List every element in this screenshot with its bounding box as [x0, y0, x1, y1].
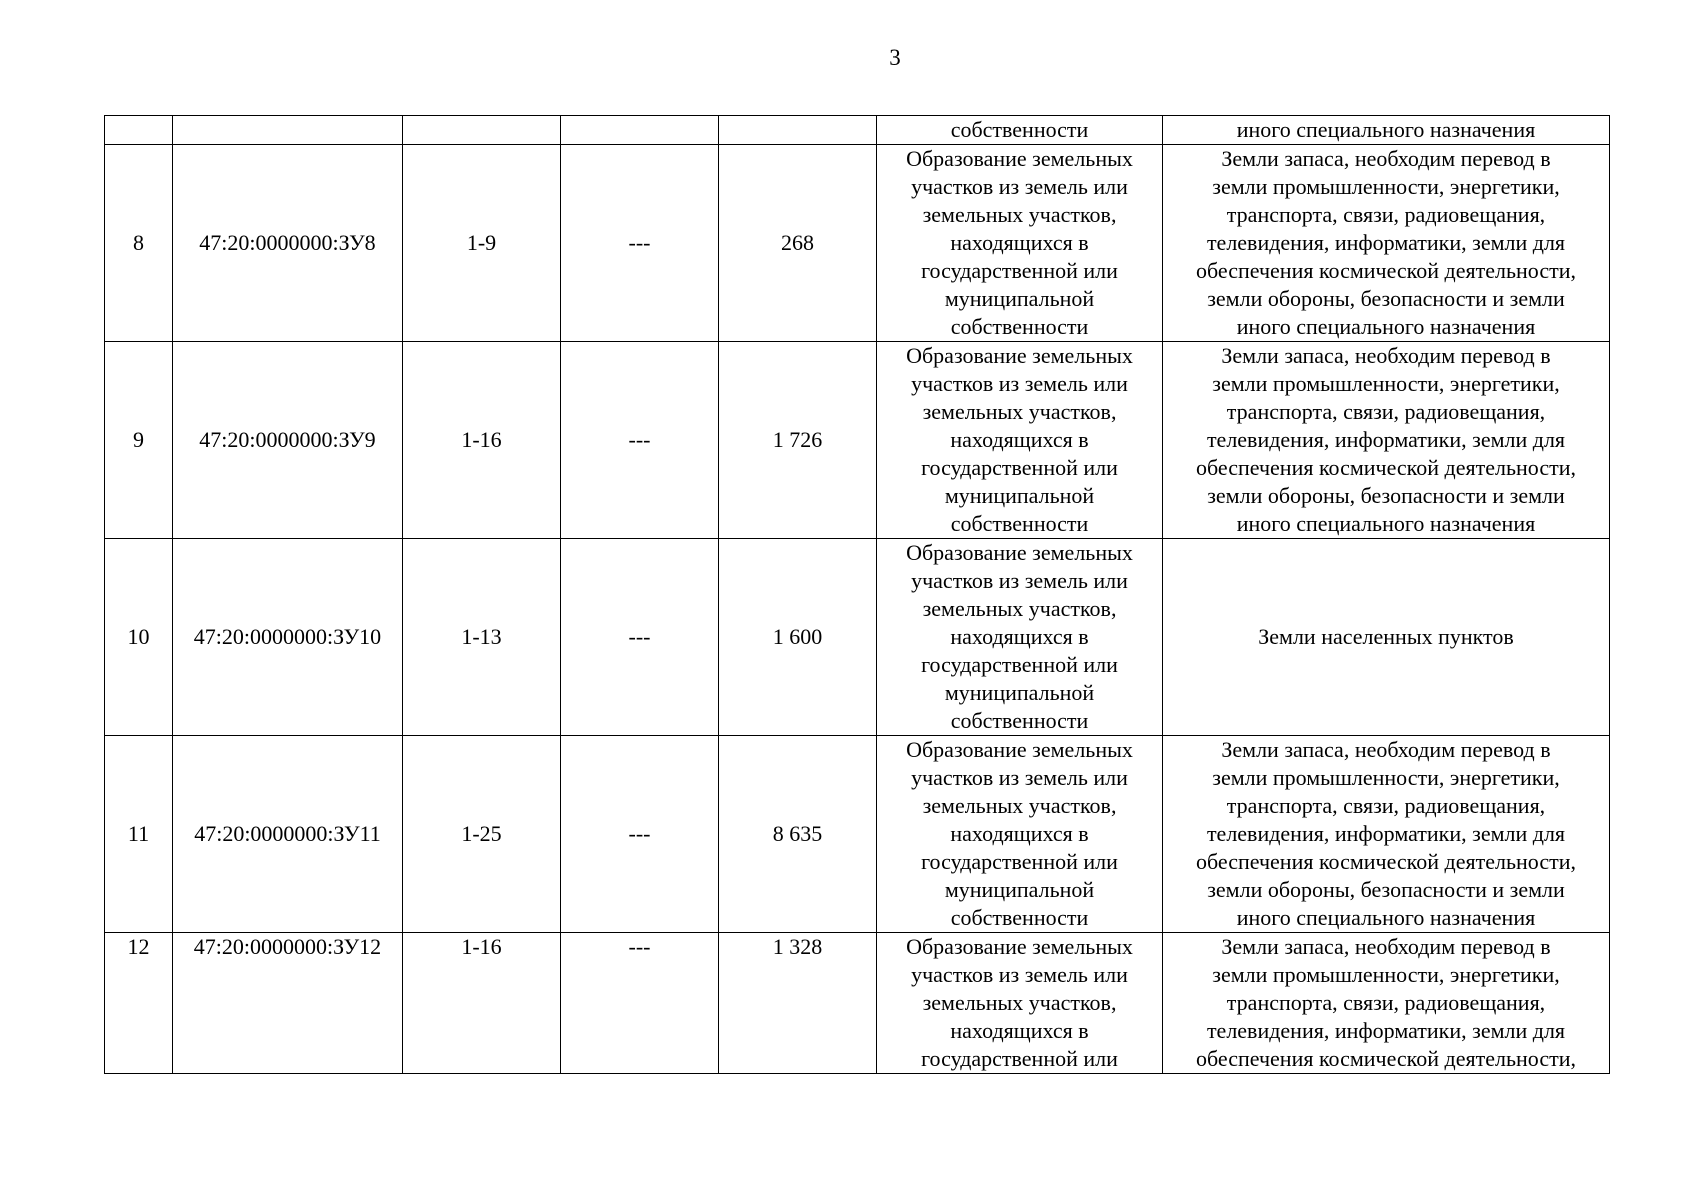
cell-area: 8 635: [719, 736, 877, 933]
table-row-cut-off: [105, 933, 1610, 1074]
purpose-text: собственности: [950, 117, 1089, 142]
category-text: Земли запаса, необходим перевод в земли промышленности, энергетики, транспорта, связи, радиовещания, телевидения, информатики, земли для обеспечения космической деятельности, земли обороны, безопасности и земли иного специального назначения: [1196, 737, 1576, 930]
cell-points: 1-9: [403, 145, 561, 342]
category-text: Земли населенных пунктов: [1258, 624, 1514, 649]
cell-category: [1163, 736, 1610, 933]
cell-points: [403, 116, 561, 145]
purpose-text: Образование земельных участков из земель или земельных участков, находящихся в государственной или муниципальной собственности: [906, 737, 1133, 930]
land-plots-table: [104, 115, 1610, 1074]
cell-points: [403, 933, 561, 1074]
category-text: Земли запаса, необходим перевод в земли промышленности, энергетики, транспорта, связи, радиовещания, телевидения, информатики, земли для обеспечения космической деятельности,: [1196, 934, 1576, 1071]
cell-category: [1163, 539, 1610, 736]
cell-num: [105, 933, 173, 1074]
cell-points: 1-25: [403, 736, 561, 933]
cell-cadastral: [173, 933, 403, 1074]
cell-num: [105, 116, 173, 145]
cell-cadastral: 47:20:0000000:ЗУ11: [173, 736, 403, 933]
cell-dash: [561, 933, 719, 1074]
cell-area: 1 726: [719, 342, 877, 539]
cell-points: 1-13: [403, 539, 561, 736]
cell-category: [1163, 116, 1610, 145]
cell-dash: ---: [561, 539, 719, 736]
cell-cadastral: 47:20:0000000:ЗУ10: [173, 539, 403, 736]
num-text: 12: [127, 934, 150, 959]
points-text: 1-16: [461, 934, 502, 959]
cell-purpose: [877, 342, 1163, 539]
table-row: [105, 145, 1610, 342]
page-number: 3: [889, 45, 901, 70]
cell-num: 10: [105, 539, 173, 736]
category-text: Земли запаса, необходим перевод в земли промышленности, энергетики, транспорта, связи, радиовещания, телевидения, информатики, земли для обеспечения космической деятельности, земли обороны, безопасности и земли иного специального назначения: [1196, 146, 1576, 339]
cell-dash: [561, 116, 719, 145]
cell-dash: ---: [561, 736, 719, 933]
cell-category: [1163, 933, 1610, 1074]
cell-points: 1-16: [403, 342, 561, 539]
table-row: [105, 736, 1610, 933]
cadastral-text: 47:20:0000000:ЗУ12: [193, 934, 382, 959]
cell-area: 268: [719, 145, 877, 342]
cell-purpose: [877, 116, 1163, 145]
purpose-text: Образование земельных участков из земель или земельных участков, находящихся в государственной или муниципальной собственности: [906, 540, 1133, 733]
cell-num: 9: [105, 342, 173, 539]
table-row: [105, 342, 1610, 539]
cell-num: 8: [105, 145, 173, 342]
dash-text: ---: [628, 934, 651, 959]
cell-purpose: [877, 933, 1163, 1074]
category-text: Земли запаса, необходим перевод в земли промышленности, энергетики, транспорта, связи, радиовещания, телевидения, информатики, земли для обеспечения космической деятельности, земли обороны, безопасности и земли иного специального назначения: [1196, 343, 1576, 536]
cell-area: 1 600: [719, 539, 877, 736]
cell-purpose: [877, 539, 1163, 736]
cell-category: [1163, 145, 1610, 342]
cell-area: [719, 116, 877, 145]
purpose-text: Образование земельных участков из земель или земельных участков, находящихся в государственной или муниципальной собственности: [906, 343, 1133, 536]
cell-purpose: [877, 145, 1163, 342]
purpose-text: Образование земельных участков из земель или земельных участков, находящихся в государственной или: [906, 934, 1133, 1071]
category-text: иного специального назначения: [1236, 117, 1536, 142]
cell-category: [1163, 342, 1610, 539]
cell-area: [719, 933, 877, 1074]
table-row-continued: [105, 116, 1610, 145]
cell-cadastral: 47:20:0000000:ЗУ8: [173, 145, 403, 342]
cell-cadastral: 47:20:0000000:ЗУ9: [173, 342, 403, 539]
cell-cadastral: [173, 116, 403, 145]
purpose-text: Образование земельных участков из земель или земельных участков, находящихся в государственной или муниципальной собственности: [906, 146, 1133, 339]
cell-dash: ---: [561, 145, 719, 342]
cell-purpose: [877, 736, 1163, 933]
cell-dash: ---: [561, 342, 719, 539]
area-text: 1 328: [772, 934, 823, 959]
table-row: [105, 539, 1610, 736]
cell-num: 11: [105, 736, 173, 933]
